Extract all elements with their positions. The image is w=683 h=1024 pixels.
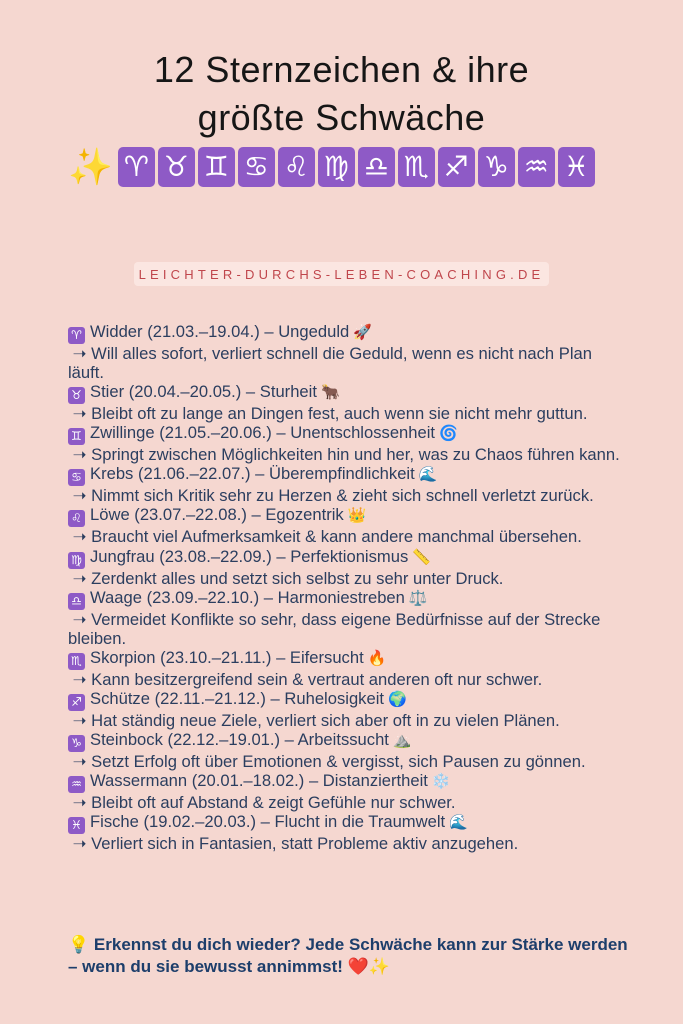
website-banner <box>134 262 549 286</box>
sign-description <box>68 610 628 648</box>
title-line-2: größte Schwäche <box>197 97 486 138</box>
sign-heading: ♊ Zwillinge (21.05.–20.06.) – Unentschlossenheit 🌀 <box>68 423 628 445</box>
sign-dates: (20.04.–20.05.) <box>128 382 242 402</box>
sign-description <box>68 670 628 689</box>
zodiac-tile-icon: ♈ <box>118 147 155 187</box>
arrow-icon: ➝ <box>72 793 87 813</box>
arrow-icon: ➝ <box>72 568 87 588</box>
sign-description <box>68 711 628 730</box>
zodiac-symbol-icon: ♎ <box>68 593 85 610</box>
sign-weakness: Perfektionismus <box>290 546 409 566</box>
zodiac-symbol-icon: ♊ <box>68 428 85 445</box>
description-text: Springt zwischen Möglichkeiten hin und her, was zu Chaos führen kann. <box>91 445 620 465</box>
sign-description <box>68 752 628 771</box>
sign-name: Jungfrau <box>90 546 155 566</box>
weakness-emoji-icon: 🐂 <box>320 383 340 402</box>
sign-dates: (23.08.–22.09.) <box>159 546 272 566</box>
zodiac-symbol-icon: ♍ <box>68 552 85 569</box>
sign-name: Steinbock <box>90 730 163 750</box>
description-text: Verliert sich in Fantasien, statt Probleme aktiv anzugehen. <box>91 834 519 854</box>
sign-heading: ♒ Wassermann (20.01.–18.02.) – Distanziertheit ❄️ <box>68 771 628 793</box>
sign-entry <box>68 382 628 423</box>
description-text: Nimmt sich Kritik sehr zu Herzen & zieht sich schnell verletzt zurück. <box>91 486 594 506</box>
zodiac-tile-icon: ♉ <box>158 147 195 187</box>
sign-entry <box>68 464 628 505</box>
sign-heading: ♑ Steinbock (22.12.–19.01.) – Arbeitssucht ⛰️ <box>68 730 628 752</box>
sign-dates: (23.09.–22.10.) <box>146 587 260 607</box>
sign-description <box>68 344 628 382</box>
sign-heading: ♍ Jungfrau (23.08.–22.09.) – Perfektionismus 📏 <box>68 547 628 569</box>
zodiac-tile-icon: ♊ <box>198 147 235 187</box>
sign-dates: (23.07.–22.08.) <box>134 505 247 525</box>
sparkle-icon: ✨ <box>68 146 113 187</box>
sign-dates: (21.06.–22.07.) <box>137 464 251 484</box>
sign-heading: ♏ Skorpion (23.10.–21.11.) – Eifersucht 🔥 <box>68 648 628 670</box>
sign-dates: (23.10.–21.11.) <box>160 647 272 667</box>
sign-weakness: Ungeduld <box>278 322 350 341</box>
zodiac-symbol-icon: ♈ <box>68 327 85 344</box>
weakness-emoji-icon: 📏 <box>412 547 431 566</box>
sign-entry <box>68 771 628 812</box>
sign-description <box>68 404 628 423</box>
zodiac-tile-icon: ♒ <box>518 147 555 187</box>
zodiac-symbol-icon: ♐ <box>68 694 85 711</box>
sign-name: Zwillinge <box>90 423 155 443</box>
sign-heading: ♋ Krebs (21.06.–22.07.) – Überempfindlichkeit 🌊 <box>68 464 628 486</box>
sign-name: Widder <box>90 322 143 341</box>
sign-entry <box>68 730 628 771</box>
sign-heading: ♎ Waage (23.09.–22.10.) – Harmoniestreben ⚖️ <box>68 588 628 610</box>
arrow-icon: ➝ <box>72 527 87 547</box>
zodiac-tile-icon: ♍ <box>318 147 355 187</box>
description-text: Setzt Erfolg oft über Emotionen & vergisst, sich Pausen zu gönnen. <box>91 752 586 772</box>
sign-heading: ♌ Löwe (23.07.–22.08.) – Egozentrik 👑 <box>68 505 628 527</box>
sign-entry <box>68 689 628 730</box>
weakness-emoji-icon: 🌍 <box>388 689 407 708</box>
zodiac-symbol-icon: ♒ <box>68 776 85 793</box>
arrow-icon: ➝ <box>72 752 87 772</box>
zodiac-symbol-icon: ♑ <box>68 735 85 752</box>
sign-description <box>68 486 628 505</box>
zodiac-tile-icon: ♋ <box>238 147 275 187</box>
sign-description <box>68 834 628 853</box>
weakness-emoji-icon: 🌊 <box>449 813 468 832</box>
zodiac-tile-icon: ♎ <box>358 147 395 187</box>
page-title <box>0 46 683 142</box>
sign-heading: ♈ Widder (21.03.–19.04.) – Ungeduld 🚀 <box>68 322 628 344</box>
sign-dates: (21.03.–19.04.) <box>147 322 260 341</box>
arrow-icon: ➝ <box>72 404 87 424</box>
zodiac-symbol-row <box>68 147 595 187</box>
description-text: Hat ständig neue Ziele, verliert sich aber oft in zu vielen Plänen. <box>91 710 560 730</box>
zodiac-symbol-icon: ♉ <box>68 387 85 404</box>
arrow-icon: ➝ <box>72 445 87 465</box>
description-text: Kann besitzergreifend sein & vertraut anderen oft nur schwer. <box>91 669 543 689</box>
title-line-1: 12 Sternzeichen & ihre <box>153 49 530 90</box>
sign-name: Schütze <box>90 688 150 708</box>
arrow-icon: ➝ <box>72 710 87 730</box>
sign-weakness: Egozentrik <box>265 505 344 525</box>
description-text: Zerdenkt alles und setzt sich selbst zu sehr unter Druck. <box>91 568 504 588</box>
zodiac-symbol-icon: ♓ <box>68 817 85 834</box>
weakness-emoji-icon: ❄️ <box>431 772 451 791</box>
sign-weakness: Eifersucht <box>289 647 364 667</box>
sign-entry <box>68 547 628 588</box>
zodiac-tile-icon: ♏ <box>398 147 435 187</box>
zodiac-weakness-list <box>68 322 628 853</box>
arrow-icon: ➝ <box>72 609 87 629</box>
sign-description <box>68 527 628 546</box>
zodiac-symbol-icon: ♌ <box>68 510 85 527</box>
sign-heading: ♐ Schütze (22.11.–21.12.) – Ruhelosigkeit 🌍 <box>68 689 628 711</box>
weakness-emoji-icon: 👑 <box>347 506 367 525</box>
sign-name: Fische <box>90 812 139 832</box>
weakness-emoji-icon: 🌊 <box>418 465 438 484</box>
sign-name: Stier <box>90 382 125 402</box>
sign-weakness: Flucht in die Traumwelt <box>274 812 446 832</box>
zodiac-symbol-icon: ♋ <box>68 469 85 486</box>
weakness-emoji-icon: 🌀 <box>439 424 458 443</box>
sign-heading: ♉ Stier (20.04.–20.05.) – Sturheit 🐂 <box>68 382 628 404</box>
sign-description <box>68 793 628 812</box>
sign-entry <box>68 505 628 546</box>
lightbulb-icon: 💡 <box>68 935 90 955</box>
sign-entry <box>68 812 628 853</box>
closing-message <box>68 934 628 978</box>
sign-weakness: Harmoniestreben <box>277 587 405 607</box>
zodiac-symbol-icon: ♏ <box>68 653 85 670</box>
sign-entry <box>68 423 628 464</box>
weakness-emoji-icon: ⛰️ <box>392 731 412 750</box>
sign-name: Wassermann <box>90 771 188 791</box>
sign-weakness: Distanziertheit <box>322 771 428 791</box>
sign-weakness: Sturheit <box>259 382 317 402</box>
zodiac-tile-icon: ♌ <box>278 147 315 187</box>
sign-name: Löwe <box>90 505 130 525</box>
sign-weakness: Ruhelosigkeit <box>284 688 384 708</box>
sign-dates: (22.12.–19.01.) <box>167 730 281 750</box>
website-url: LEICHTER-DURCHS-LEBEN-COACHING.DE <box>138 266 545 282</box>
description-text: Vermeidet Konflikte so sehr, dass eigene Bedürfnisse auf der Strecke bleiben. <box>68 609 601 648</box>
sign-dates: (19.02.–20.03.) <box>143 812 257 832</box>
sign-dates: (20.01.–18.02.) <box>191 771 305 791</box>
zodiac-tile-icon: ♓ <box>558 147 595 187</box>
sign-name: Skorpion <box>90 647 156 667</box>
arrow-icon: ➝ <box>72 834 87 854</box>
sign-entry <box>68 588 628 648</box>
closing-text: Erkennst du dich wieder? Jede Schwäche kann zur Stärke werden – wenn du sie bewusst annimmst! <box>68 935 628 976</box>
zodiac-tile-icon: ♐ <box>438 147 475 187</box>
sparkle-icon: ✨ <box>368 957 390 977</box>
sign-description <box>68 445 628 464</box>
sign-dates: (21.05.–20.06.) <box>159 423 272 443</box>
sign-entry <box>68 648 628 689</box>
sign-weakness: Überempfindlichkeit <box>269 464 415 484</box>
weakness-emoji-icon: ⚖️ <box>408 588 428 607</box>
arrow-icon: ➝ <box>72 344 87 363</box>
sign-name: Krebs <box>90 464 134 484</box>
sign-heading: ♓ Fische (19.02.–20.03.) – Flucht in die Traumwelt 🌊 <box>68 812 628 834</box>
sign-weakness: Unentschlossenheit <box>290 423 436 443</box>
weakness-emoji-icon: 🔥 <box>367 648 387 667</box>
sign-weakness: Arbeitssucht <box>297 730 389 750</box>
sign-dates: (22.11.–21.12.) <box>154 688 266 708</box>
sign-entry <box>68 322 628 382</box>
description-text: Bleibt oft auf Abstand & zeigt Gefühle nur schwer. <box>91 793 456 813</box>
description-text: Bleibt oft zu lange an Dingen fest, auch wenn sie nicht mehr guttun. <box>91 404 588 424</box>
weakness-emoji-icon: 🚀 <box>353 323 372 341</box>
zodiac-tile-icon: ♑ <box>478 147 515 187</box>
sign-name: Waage <box>90 587 142 607</box>
sign-description <box>68 569 628 588</box>
arrow-icon: ➝ <box>72 669 87 689</box>
description-text: Braucht viel Aufmerksamkeit & kann andere manchmal übersehen. <box>91 527 582 547</box>
heart-icon: ❤️ <box>347 957 369 977</box>
arrow-icon: ➝ <box>72 486 87 506</box>
description-text: Will alles sofort, verliert schnell die Geduld, wenn es nicht nach Plan läuft. <box>68 344 592 383</box>
